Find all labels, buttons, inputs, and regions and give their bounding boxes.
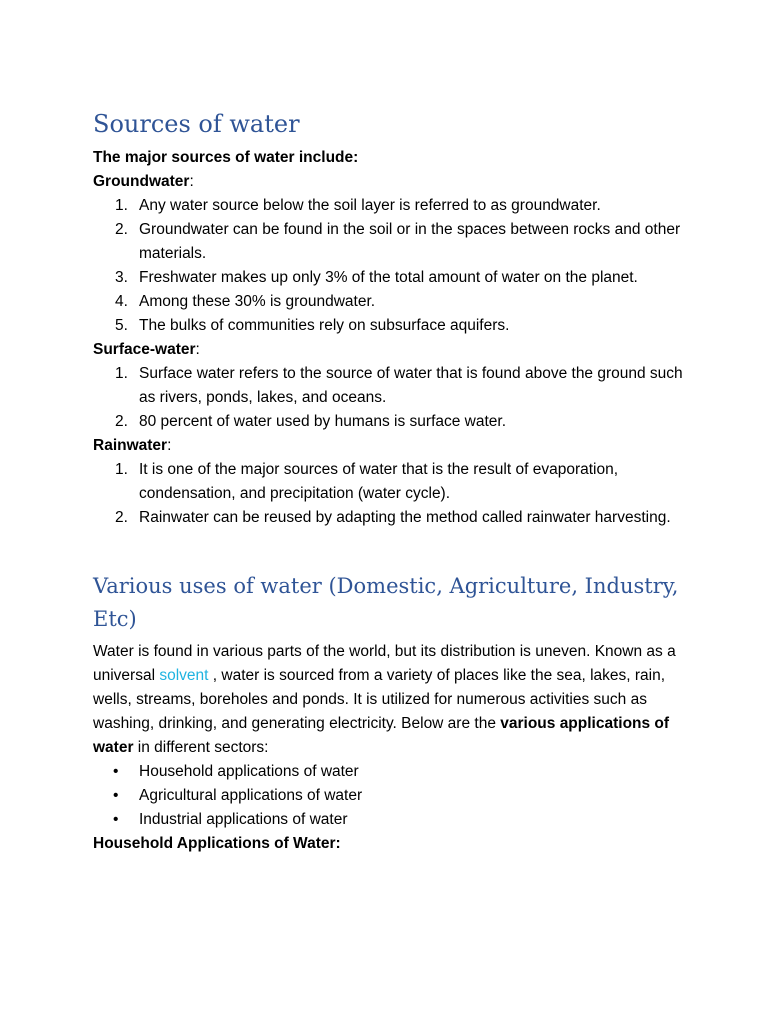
list-item-text: The bulks of communities rely on subsurface aquifers. — [139, 317, 510, 334]
list-item-text: Surface water refers to the source of water that is found above the ground such as rivers, ponds, lakes, and oceans. — [139, 365, 683, 406]
paragraph-text: , water is sourced from a variety of places like the sea, lakes, rain, wells, streams, boreholes and ponds. It is utilized for numerous activities such as washing, drinking, and generating electricity. Below are the — [93, 667, 666, 732]
list-item-text: Among these 30% is groundwater. — [139, 293, 376, 310]
colon: : — [167, 437, 172, 454]
section-title-uses: Various uses of water (Domestic, Agriculture, Industry, Etc) — [93, 574, 679, 631]
list-item-text: Industrial applications of water — [139, 811, 348, 828]
list-item — [93, 290, 683, 314]
list-number: 1. — [115, 461, 128, 478]
list-item-text: Rainwater can be reused by adapting the method called rainwater harvesting. — [139, 509, 671, 526]
section-title-sources: Sources of water — [93, 110, 300, 138]
list-item — [93, 218, 683, 266]
list-item-text: Any water source below the soil layer is referred to as groundwater. — [139, 197, 601, 214]
list-number: 1. — [115, 197, 128, 214]
list-number: 3. — [115, 269, 128, 286]
bullet-icon: • — [113, 763, 119, 780]
list-item — [93, 266, 683, 290]
bullet-icon: • — [113, 811, 119, 828]
solvent-link[interactable]: solvent — [159, 667, 209, 684]
list-item — [93, 410, 683, 434]
list-item-text: Agricultural applications of water — [139, 787, 363, 804]
household-heading: Household Applications of Water: — [93, 835, 341, 852]
list-number: 4. — [115, 293, 128, 310]
list-number: 2. — [115, 509, 128, 526]
list-item — [93, 506, 683, 530]
list-item — [93, 760, 683, 784]
surface-water-list — [93, 362, 683, 434]
list-number: 5. — [115, 317, 128, 334]
list-item — [93, 458, 683, 506]
uses-paragraph — [93, 640, 683, 760]
colon: : — [189, 173, 194, 190]
list-item-text: Freshwater makes up only 3% of the total amount of water on the planet. — [139, 269, 638, 286]
list-item-text: 80 percent of water used by humans is surface water. — [139, 413, 507, 430]
bullet-icon: • — [113, 787, 119, 804]
groundwater-heading — [93, 170, 683, 194]
paragraph-bold-text: various applications of water — [93, 715, 670, 756]
list-number: 2. — [115, 221, 128, 238]
list-item-text: Groundwater can be found in the soil or in the spaces between rocks and other materials. — [139, 221, 681, 262]
list-item — [93, 314, 683, 338]
list-item — [93, 362, 683, 410]
sources-intro: The major sources of water include: — [93, 149, 359, 166]
list-item-text: Household applications of water — [139, 763, 359, 780]
surface-water-label: Surface-water — [93, 341, 196, 358]
groundwater-label: Groundwater — [93, 173, 190, 190]
rainwater-list — [93, 458, 683, 530]
list-item-text: It is one of the major sources of water that is the result of evaporation, condensation, and precipitation (water cycle). — [139, 461, 619, 502]
rainwater-label: Rainwater — [93, 437, 168, 454]
colon: : — [195, 341, 200, 358]
paragraph-text: Water is found in various parts of the world, but its distribution is uneven. Known as a universal — [93, 643, 676, 684]
list-item — [93, 784, 683, 808]
surface-water-heading — [93, 338, 683, 362]
rainwater-heading — [93, 434, 683, 458]
list-number: 2. — [115, 413, 128, 430]
document-content — [93, 106, 683, 856]
list-item — [93, 808, 683, 832]
list-number: 1. — [115, 365, 128, 382]
groundwater-list — [93, 194, 683, 338]
paragraph-text: in different sectors: — [133, 739, 269, 756]
applications-list — [93, 760, 683, 832]
list-item — [93, 194, 683, 218]
